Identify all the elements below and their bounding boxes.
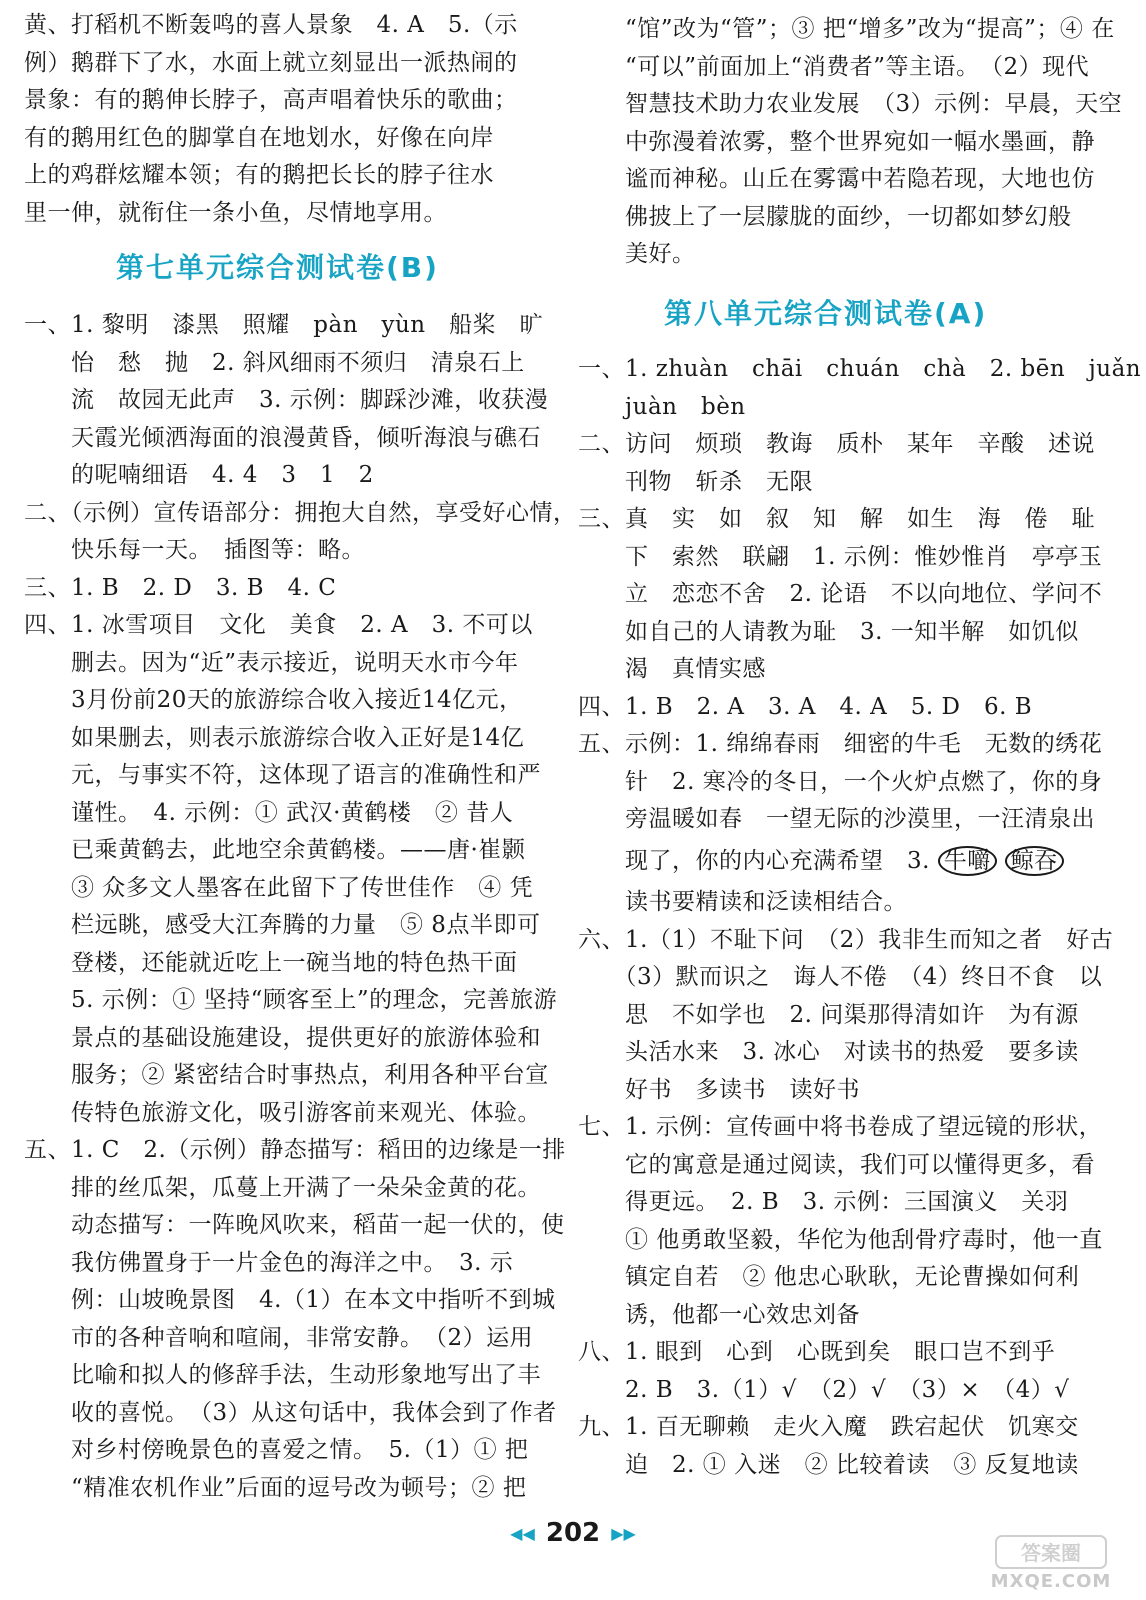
answer-line: 景点的基础设施建设，提供更好的旅游体验和	[24, 1024, 541, 1051]
answer-line: 黄、打稻机不断轰鸣的喜人景象 4. A 5.（示	[24, 12, 518, 38]
answer-line: 2. B 3.（1）√ （2）√ （3）× （4）√	[578, 1376, 1070, 1403]
answer-line: 传特色旅游文化，吸引游客前来观光、体验。	[24, 1099, 541, 1126]
watermark-logo	[986, 1532, 1116, 1592]
answer-line: 渴 真情实感	[578, 656, 766, 682]
answer-line: 的呢喃细语 4. 4 3 1 2	[24, 462, 374, 488]
answer-line: 快乐每一天。 插图等：略。	[24, 537, 365, 563]
answer-line: 中弥漫着浓雾，整个世界宛如一幅水墨画，静	[578, 128, 1095, 155]
watermark-icon	[986, 1532, 1116, 1572]
answer-line: 二、（示例）宣传语部分：拥抱大自然，享受好心情，	[24, 499, 577, 526]
answer-line: 如自己的人请教为耻 3. 一知半解 如饥似	[578, 618, 1079, 645]
answer-line: 收的喜悦。 （3）从这句话中，我体会到了作者	[24, 1399, 557, 1426]
answer-line: 元，与事实不符，这体现了语言的准确性和严	[24, 762, 541, 788]
answer-line: 刊物 斩杀 无限	[578, 468, 813, 495]
answer-line: 立 恋恋不舍 2. 论语 不以向地位、学问不	[578, 581, 1103, 607]
answer-line-circled	[578, 844, 1064, 878]
prev-arrows-icon: ◀◀	[510, 1523, 535, 1543]
circled-word: 鲸吞	[1005, 846, 1064, 876]
answer-line: 八、1. 眼到 心到 心既到矣 眼口岂不到乎	[578, 1339, 1056, 1365]
answer-line: 服务；② 紧密结合时事热点，利用各种平台宣	[24, 1062, 549, 1088]
answer-line: 九、1. 百无聊赖 走火入魔 跌宕起伏 饥寒交	[578, 1414, 1079, 1440]
answer-line: 市的各种音响和喧闹，非常安静。 （2）运用	[24, 1324, 534, 1351]
answer-line: （3）默而识之 诲人不倦 （4）终日不食 以	[578, 964, 1103, 990]
answer-line: 谨性。 4. 示例：① 武汉·黄鹤楼 ② 昔人	[24, 799, 514, 826]
answer-line: 5. 示例：① 坚持“顾客至上”的理念，完善旅游	[24, 987, 558, 1013]
answer-line: ③ 众多文人墨客在此留下了传世佳作 ④ 凭	[24, 874, 534, 901]
answer-line: 三、真 实 如 叙 知 解 如生 海 倦 耻	[578, 506, 1095, 532]
circled-word: 牛嚼	[938, 846, 997, 876]
next-arrows-icon: ▶▶	[611, 1523, 636, 1543]
answer-line: 一、1. zhuàn chāi chuán chà 2. bēn juǎn	[578, 356, 1142, 382]
answer-line: 七、1. 示例：宣传画中将书卷成了望远镜的形状，	[578, 1114, 1103, 1140]
answer-line: 谧而神秘。山丘在雾霭中若隐若现，大地也仿	[578, 166, 1095, 192]
answer-line: 3月份前20天的旅游综合收入接近14亿元，	[24, 687, 523, 713]
answer-line: 下 索然 联翩 1. 示例：惟妙惟肖 亭亭玉	[578, 543, 1103, 570]
answer-line: 三、1. B 2. D 3. B 4. C	[24, 574, 337, 601]
page-footer	[0, 1518, 1146, 1554]
answer-line: 删去。因为“近”表示接近，说明天水市今年	[24, 649, 519, 676]
answer-line: 比喻和拟人的修辞手法，生动形象地写出了丰	[24, 1362, 541, 1388]
answer-line: 头活水来 3. 冰心 对读书的热爱 要多读	[578, 1039, 1079, 1065]
watermark-logo-text: 答案圈	[1021, 1541, 1081, 1565]
section-heading-unit8-a: 第八单元综合测试卷(A)	[664, 297, 988, 330]
answer-line: 登楼，还能就近吃上一碗当地的特色热干面	[24, 949, 518, 976]
answer-line: 得更远。 2. B 3. 示例：三国演义 关羽	[578, 1189, 1069, 1215]
answer-line: ① 他勇敢坚毅，华佗为他刮骨疗毒时，他一直	[578, 1226, 1103, 1253]
answer-line: 一、1. 黎明 漆黑 照耀 pàn yùn 船桨 旷	[24, 312, 544, 338]
answer-line: 五、1. C 2.（示例）静态描写：稻田的边缘是一排	[24, 1137, 566, 1163]
answer-line: 对乡村傍晚景色的喜爱之情。 5.（1）① 把	[24, 1437, 529, 1463]
answer-line: 景象：有的鹅伸长脖子，高声唱着快乐的歌曲；	[24, 87, 518, 113]
answer-line: 天霞光倾洒海面的浪漫黄昏，倾听海浪与礁石	[24, 424, 541, 451]
answer-line: “可以”前面加上“消费者”等主语。 （2）现代	[578, 53, 1090, 80]
answer-line: juàn bèn	[578, 393, 746, 420]
answer-line: 佛披上了一层朦胧的面纱，一切都如梦幻般	[578, 203, 1072, 230]
answer-line: 智慧技术助力农业发展 （3）示例：早晨，天空	[578, 91, 1123, 117]
answer-line: 诱，他都一心效忠刘备	[578, 1301, 860, 1328]
watermark-text: MXQE.COM	[990, 1571, 1112, 1592]
answer-line: “馆”改为“管”；③ 把“增多”改为“提高”；④ 在	[578, 16, 1115, 42]
answer-line: 四、1. B 2. A 3. A 4. A 5. D 6. B	[578, 693, 1033, 720]
answer-line: 四、1. 冰雪项目 文化 美食 2. A 3. 不可以	[24, 612, 533, 638]
answer-line: “精准农机作业”后面的逗号改为顿号；② 把	[24, 1474, 527, 1501]
answer-line: 如果删去，则表示旅游综合收入正好是14亿	[24, 724, 525, 751]
answer-line: 镇定自若 ② 他忠心耿耿，无论曹操如何利	[578, 1264, 1080, 1290]
answer-line: 好书 多读书 读好书	[578, 1076, 860, 1103]
answer-line: 已乘黄鹤去，此地空余黄鹤楼。——唐·崔颢	[24, 837, 526, 863]
answer-text: 现了，你的内心充满希望 3.	[578, 847, 930, 874]
answer-line: 例）鹅群下了水，水面上就立刻显出一派热闹的	[24, 49, 518, 76]
answer-line: 它的寓意是通过阅读，我们可以懂得更多，看	[578, 1151, 1095, 1178]
answer-line: 美好。	[578, 241, 696, 267]
answer-line: 例：山坡晚景图 4.（1）在本文中指听不到城	[24, 1287, 556, 1313]
answer-line: 排的丝瓜架，瓜蔓上开满了一朵朵金黄的花。	[24, 1174, 541, 1201]
answer-line: 有的鹅用红色的脚掌自在地划水，好像在向岸	[24, 124, 494, 151]
answer-line: 读书要精读和泛读相结合。	[578, 889, 907, 915]
answer-line: 栏远眺，感受大江奔腾的力量 ⑤ 8点半即可	[24, 912, 541, 938]
section-heading-unit7-b: 第七单元综合测试卷(B)	[116, 251, 439, 284]
answer-line: 二、访问 烦琐 教诲 质朴 某年 辛酸 述说	[578, 431, 1095, 457]
answer-line: 上的鸡群炫耀本领；有的鹅把长长的脖子往水	[24, 162, 494, 188]
answer-line: 五、示例：1. 绵绵春雨 细密的牛毛 无数的绣花	[578, 731, 1103, 757]
answer-line: 旁温暖如春 一望无际的沙漠里，一汪清泉出	[578, 806, 1095, 832]
answer-line: 六、1.（1）不耻下问 （2）我非生而知之者 好古	[578, 926, 1114, 953]
answer-line: 里一伸，就衔住一条小鱼，尽情地享用。	[24, 199, 447, 226]
answer-line: 迫 2. ① 入迷 ② 比较着读 ③ 反复地读	[578, 1451, 1079, 1478]
answer-line: 思 不如学也 2. 问渠那得清如许 为有源	[578, 1001, 1079, 1028]
answer-line: 动态描写：一阵晚风吹来，稻苗一起一伏的，使	[24, 1212, 565, 1238]
page-number: 202	[545, 1518, 601, 1548]
answer-line: 怡 愁 抛 2. 斜风细雨不须归 清泉石上	[24, 349, 525, 376]
answer-line: 针 2. 寒冷的冬日，一个火炉点燃了，你的身	[578, 768, 1103, 795]
answer-line: 流 故园无此声 3. 示例：脚踩沙滩，收获漫	[24, 387, 549, 413]
answer-line: 我仿佛置身于一片金色的海洋之中。 3. 示	[24, 1249, 514, 1276]
